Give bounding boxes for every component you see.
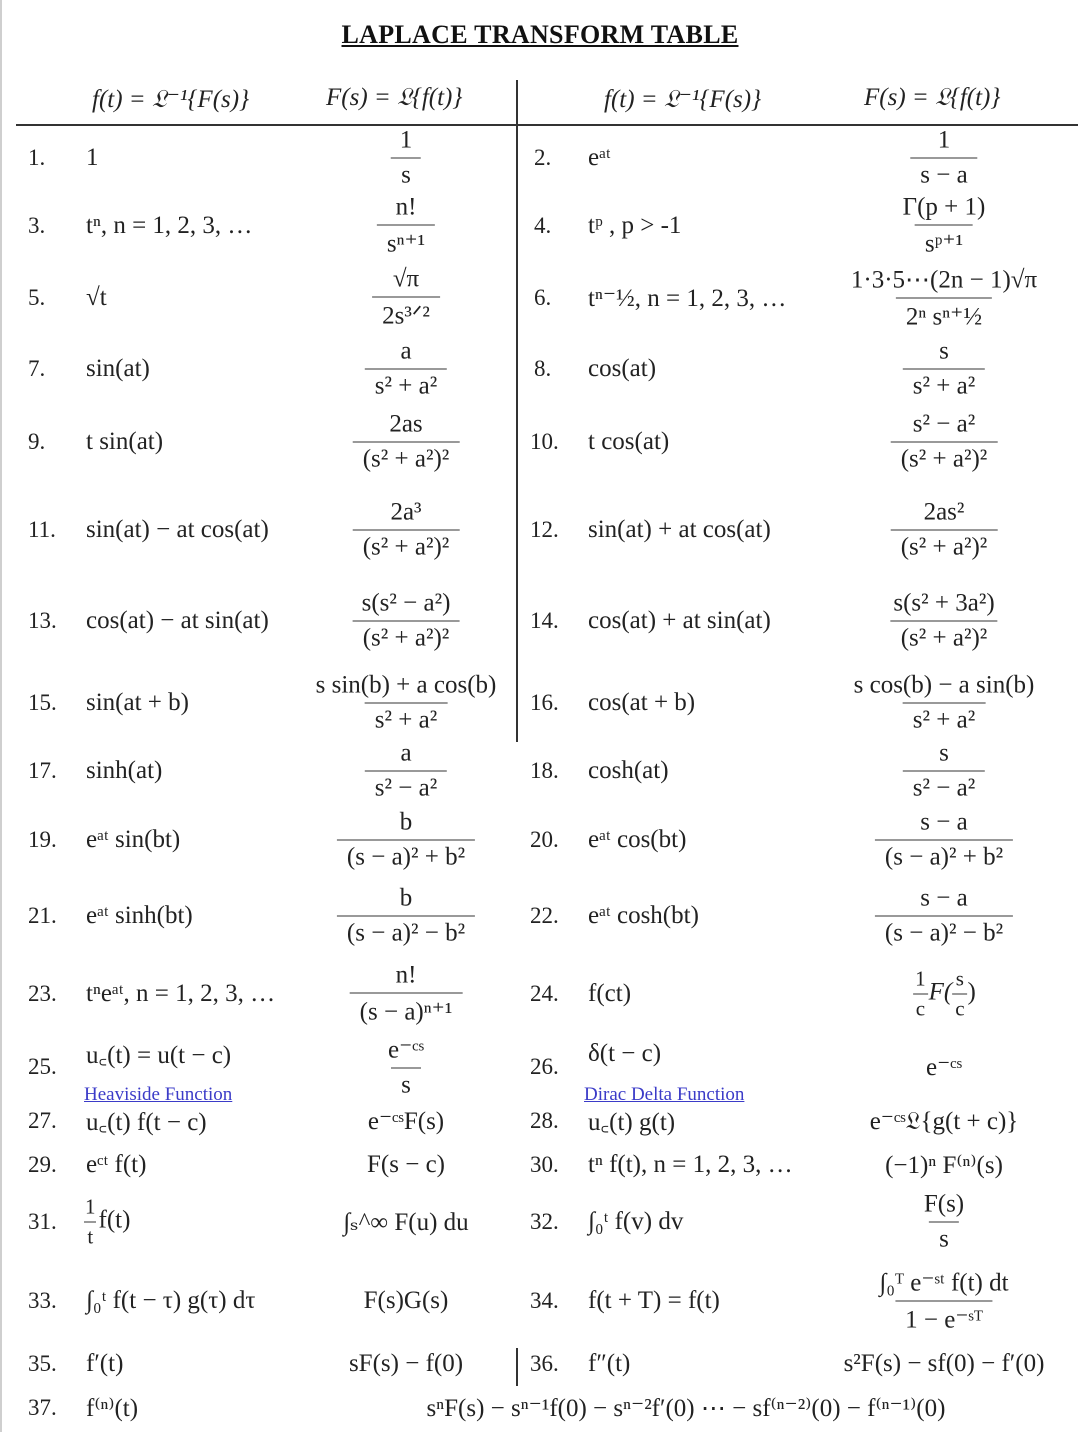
entry-number: 13. [28,608,57,633]
entry-number: 27. [28,1108,57,1133]
transform-fraction: $\frac{b}{\text{(s − a)² − b²}}$ [337,885,475,948]
entry-number: 6. [534,285,552,310]
time-function: sin(at) + at cos(at) [588,516,771,543]
transform-expression: sF(s) − f(0) [348,1350,464,1377]
time-function: sin(at) [86,355,150,382]
transform-fraction: $\frac{n!}{\text{sⁿ⁺¹}}$ [377,194,435,259]
table-row [0,338,1080,400]
transform-fraction: $\frac{F(s)}{s}$ [923,1190,965,1253]
time-function: sinh(at) [86,757,163,784]
entry-number: 10. [530,429,559,454]
header-inverse-transform-right: f(t) = 𝔏⁻¹{F(s)} [604,86,762,113]
table-row [0,880,1080,952]
time-function: tⁿ, n = 1, 2, 3, … [86,212,253,239]
transform-fraction: $\frac{1}{s - a}$ [910,127,977,190]
entry-number: 22. [530,903,559,928]
entry-number: 18. [530,758,559,783]
entry-number: 24. [530,981,559,1006]
transform-fraction: $\frac{s}{\text{s² − a²}}$ [903,740,985,803]
transform-expression: F(s − c) [367,1151,445,1178]
transform-fraction: $\frac{\text{s cos(b) − a sin(b)}}{\text{s² + a²}}$ [853,671,1035,734]
entry-number: 4. [534,213,552,238]
table-row [0,1036,1080,1105]
time-function: sin(at) − at cos(at) [86,516,269,543]
transform-fraction: $\frac{s}{\text{s² + a²}}$ [903,338,985,401]
time-function: f(t + T) = f(t) [588,1287,720,1314]
transform-fraction: $\frac{\text{s sin(b) + a cos(b)}}{\text{s² + a²}}$ [315,671,497,734]
time-function: f(ct) [588,980,632,1007]
entry-number: 37. [28,1395,57,1420]
header-transform-right: F(s) = 𝔏{f(t)} [864,84,1001,111]
table-row [0,958,1080,1030]
time-function: eᵃᵗ sin(bt) [86,826,181,853]
transform-fraction: $\frac{\text{e⁻ᶜˢ}}{s}$ [388,1036,424,1099]
transform-expression: ∫ₛ^∞ F(u) du [343,1209,469,1236]
transform-scaled: $\frac{1}{c}$ F( $\frac{s}{c}$ ) [912,967,976,1022]
time-function: t cos(at) [588,428,670,455]
entry-number: 2. [534,145,552,170]
time-function: √t [86,284,107,311]
table-row [0,1388,1080,1428]
entry-number: 31. [28,1209,57,1234]
heaviside-function-link[interactable]: Heaviside Function [84,1084,233,1105]
transform-fraction: $\frac{1\cdot 3\cdot 5\cdots(2n - 1)√\pi}{\text{2ⁿ sⁿ⁺½}}$ [850,266,1038,331]
entry-number: 20. [530,827,559,852]
time-function: tⁿ⁻½, n = 1, 2, 3, … [588,285,787,312]
transform-fraction: $\frac{n!}{\text{(s − a)ⁿ⁺¹}}$ [350,962,463,1027]
transform-fraction: $\frac{1}{s}$ [390,127,423,190]
time-function: cos(at) + at sin(at) [588,607,771,634]
transform-expression: s²F(s) − sf(0) − f′(0) [843,1350,1045,1377]
entry-number: 21. [28,903,57,928]
dirac-delta-function-link[interactable]: Dirac Delta Function [584,1084,745,1105]
time-function: cosh(at) [588,757,669,784]
transform-fraction: $\frac{\text{s² − a²}}{\text{(s² + a²)²}}$ [891,411,998,474]
entry-number: 12. [530,517,559,542]
transform-expression: e⁻ᶜˢ [926,1054,962,1081]
table-row [0,670,1080,736]
transform-fraction: $\frac{\text{2as²}}{\text{(s² + a²)²}}$ [891,499,998,562]
entry-number: 1. [28,145,46,170]
time-function: 1 [86,144,99,171]
time-function: tᵖ , p > -1 [588,212,682,239]
entry-number: 19. [28,827,57,852]
transform-fraction: $\frac{\Gamma(p + 1)}{\text{sᵖ⁺¹}}$ [902,193,986,258]
entry-number: 26. [530,1054,559,1079]
transform-fraction: $\frac{\text{2a³}}{\text{(s² + a²)²}}$ [353,499,460,562]
table-row [0,740,1080,802]
time-function: eᵃᵗ [588,144,611,171]
time-function: eᵃᵗ cosh(bt) [588,902,699,929]
transform-fraction: $\frac{2as}{\text{(s² + a²)²}}$ [353,411,460,474]
entry-number: 35. [28,1351,57,1376]
transform-fraction: $\frac{a}{\text{s² + a²}}$ [365,338,447,401]
transform-fraction: $\frac{b}{\text{(s − a)² + b²}}$ [337,809,475,872]
table-row [0,1144,1080,1186]
entry-number: 7. [28,356,46,381]
table-row [0,193,1080,258]
table-row [0,1264,1080,1338]
entry-number: 3. [28,213,46,238]
entry-number: 15. [28,690,57,715]
header-inverse-transform-left: f(t) = 𝔏⁻¹{F(s)} [92,86,250,113]
table-row [0,492,1080,568]
time-function: ∫₀ᵗ f(t − τ) g(τ) dτ [86,1287,256,1314]
entry-number: 36. [530,1351,559,1376]
time-function: cos(at) − at sin(at) [86,607,269,634]
time-function: $\frac{1}{t}$ f(t) [85,1194,131,1249]
time-function: f⁽ⁿ⁾(t) [86,1395,139,1422]
time-function: eᵃᵗ sinh(bt) [86,902,193,929]
entry-number: 29. [28,1152,57,1177]
time-function: δ(t − c) [588,1040,662,1067]
transform-expression: F(s)G(s) [363,1287,449,1314]
time-function: tⁿeᵃᵗ, n = 1, 2, 3, … [86,980,276,1007]
header-transform-left: F(s) = 𝔏{f(t)} [326,84,463,111]
transform-fraction: $\frac{s - a}{\text{(s − a)² + b²}}$ [875,809,1013,872]
table-row [0,266,1080,330]
time-function: cos(at + b) [588,689,696,716]
transform-expression: e⁻ᶜˢF(s) [367,1108,445,1135]
entry-number: 14. [530,608,559,633]
entry-number: 34. [530,1288,559,1313]
entry-number: 17. [28,758,57,783]
entry-number: 28. [530,1108,559,1133]
time-function: tⁿ f(t), n = 1, 2, 3, … [588,1151,793,1178]
transform-fraction: $\frac{\text{s(s² − a²)}}{\text{(s² + a²)²}}$ [352,590,461,653]
page-title: LAPLACE TRANSFORM TABLE [341,20,739,49]
entry-number: 25. [28,1054,57,1079]
entry-number: 9. [28,429,46,454]
entry-number: 5. [28,285,46,310]
transform-expression: (−1)ⁿ F⁽ⁿ⁾(s) [885,1152,1003,1179]
time-function: u꜀(t) g(t) [588,1109,676,1136]
table-row [0,580,1080,662]
time-function: sin(at + b) [86,689,189,716]
transform-expression: e⁻ᶜˢ𝔏{g(t + c)} [869,1108,1019,1135]
entry-number: 11. [28,517,56,542]
table-row [0,1344,1080,1384]
table-row [0,804,1080,876]
time-function: ∫₀ᵗ f(v) dv [588,1208,684,1235]
time-function: f″(t) [588,1350,631,1377]
entry-number: 8. [534,356,552,381]
transform-fraction: $\frac{a}{\text{s² − a²}}$ [365,740,447,803]
table-row [0,1190,1080,1254]
time-function: u꜀(t) = u(t − c) [86,1042,232,1069]
transform-fraction: $\frac{\text{s(s² + 3a²)}}{\text{(s² + a²)²}}$ [883,590,1004,653]
time-function: u꜀(t) f(t − c) [86,1109,207,1136]
time-function: t sin(at) [86,428,164,455]
table-row [0,126,1080,189]
entry-number: 16. [530,690,559,715]
transform-fraction: $\frac{√\pi}{\text{2s³ᐟ²}}$ [372,266,440,331]
time-function: f′(t) [86,1350,124,1377]
time-function: eᵃᵗ cos(bt) [588,826,687,853]
entry-number: 23. [28,981,57,1006]
transform-fraction: $\frac{s - a}{\text{(s − a)² − b²}}$ [875,885,1013,948]
time-function: cos(at) [588,355,657,382]
entry-number: 33. [28,1288,57,1313]
transform-expression: sⁿF(s) − sⁿ⁻¹f(0) − sⁿ⁻²f′(0) ⋯ − sf⁽ⁿ⁻²⁾(0) − f⁽ⁿ⁻¹⁾(0) [426,1395,946,1422]
transform-fraction: $\frac{\text{∫₀ᵀ e⁻ˢᵗ f(t) dt}}{\text{1 − e⁻ˢᵀ}}$ [879,1269,1009,1334]
time-function: eᶜᵗ f(t) [86,1151,147,1178]
entry-number: 32. [530,1209,559,1234]
table-row [0,1100,1080,1142]
entry-number: 30. [530,1152,559,1177]
table-row [0,404,1080,480]
